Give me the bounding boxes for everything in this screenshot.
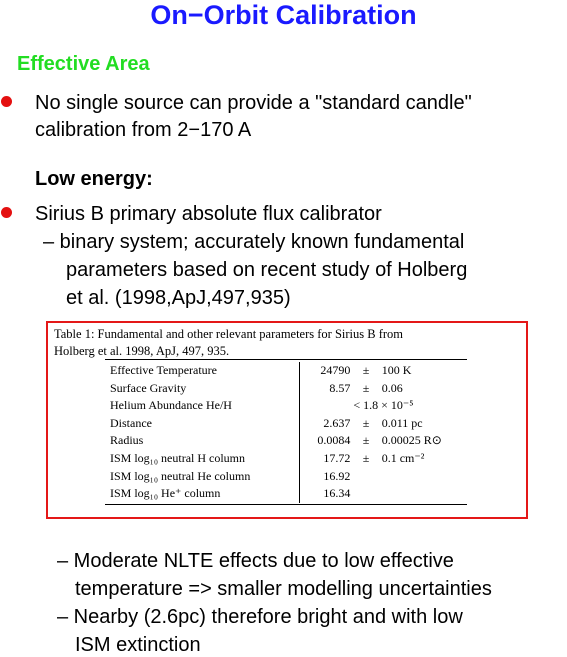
param-merged-value: < 1.8 × 10⁻⁵ <box>353 398 414 413</box>
bullet-icon <box>1 96 12 107</box>
bullet-icon <box>1 207 12 218</box>
param-uncertainty: 0.00025 R⊙ <box>381 433 442 448</box>
parameters-table-figure <box>46 321 528 519</box>
bullet1-line1: No single source can provide a "standard candle" <box>35 92 472 114</box>
table-row <box>105 397 467 415</box>
param-value: 2.637 <box>323 415 351 430</box>
table-row <box>105 450 467 468</box>
table-row <box>105 485 467 503</box>
param-name: ISM log₁₀ neutral H column <box>105 450 299 468</box>
parameters-table-body <box>105 362 467 503</box>
table-caption-line2: Holberg et al. 1998, ApJ, 497, 935. <box>54 344 230 358</box>
page-title: On−Orbit Calibration <box>150 0 417 30</box>
param-value: 0.0084 <box>317 433 351 448</box>
table-caption-line1: Table 1: Fundamental and other relevant parameters for Sirius B from <box>54 327 404 341</box>
table-row <box>105 362 467 380</box>
param-value: 16.34 <box>323 486 351 501</box>
param-name: Radius <box>105 432 299 450</box>
param-uncertainty <box>377 485 467 503</box>
table-row <box>105 380 467 398</box>
param-uncertainty: 100 K <box>381 363 412 377</box>
param-name: Effective Temperature <box>105 362 299 380</box>
param-name: ISM log₁₀ neutral He column <box>105 468 299 486</box>
bottom-item1-line2: temperature => smaller modelling uncertainties <box>75 578 492 600</box>
param-plus-minus: ± <box>362 363 370 377</box>
param-value: 16.92 <box>323 468 351 483</box>
bullet2-sub-line1: – binary system; accurately known fundamental <box>43 231 465 253</box>
param-name: Helium Abundance He/H <box>105 397 299 415</box>
bullet2-sub-line3: et al. (1998,ApJ,497,935) <box>66 287 291 309</box>
table-row <box>105 432 467 450</box>
param-uncertainty: 0.06 <box>381 380 403 395</box>
param-value: 8.57 <box>329 380 351 395</box>
bottom-item2-line2: ISM extinction <box>75 634 201 656</box>
section-subtitle: Effective Area <box>17 53 150 75</box>
param-uncertainty: 0.1 cm⁻² <box>381 450 425 465</box>
param-plus-minus <box>355 468 376 486</box>
param-value: 17.72 <box>323 450 351 465</box>
param-plus-minus: ± <box>362 380 370 395</box>
table-row <box>105 468 467 486</box>
param-plus-minus <box>355 485 376 503</box>
param-uncertainty: 0.011 pc <box>381 415 423 430</box>
param-name: Surface Gravity <box>105 380 299 398</box>
param-plus-minus: ± <box>362 450 370 465</box>
bullet2-text: Sirius B primary absolute flux calibrator <box>35 203 382 225</box>
table-caption <box>54 326 524 360</box>
bottom-item2-line1: – Nearby (2.6pc) therefore bright and with low <box>57 606 463 628</box>
table-row <box>105 415 467 433</box>
table-top-rule <box>105 359 467 360</box>
bullet2-sub-line2: parameters based on recent study of Holberg <box>66 259 468 281</box>
param-plus-minus: ± <box>362 433 370 448</box>
low-energy-heading: Low energy: <box>35 168 153 190</box>
param-plus-minus: ± <box>362 415 370 430</box>
bottom-item1-line1: – Moderate NLTE effects due to low effective <box>57 550 454 572</box>
parameters-table <box>105 362 467 503</box>
param-value: 24790 <box>320 363 351 377</box>
param-uncertainty <box>377 468 467 486</box>
param-name: ISM log₁₀ He⁺ column <box>105 485 299 503</box>
table-bottom-rule <box>105 504 467 505</box>
param-name: Distance <box>105 415 299 433</box>
bullet1-line2: calibration from 2−170 A <box>35 119 252 141</box>
